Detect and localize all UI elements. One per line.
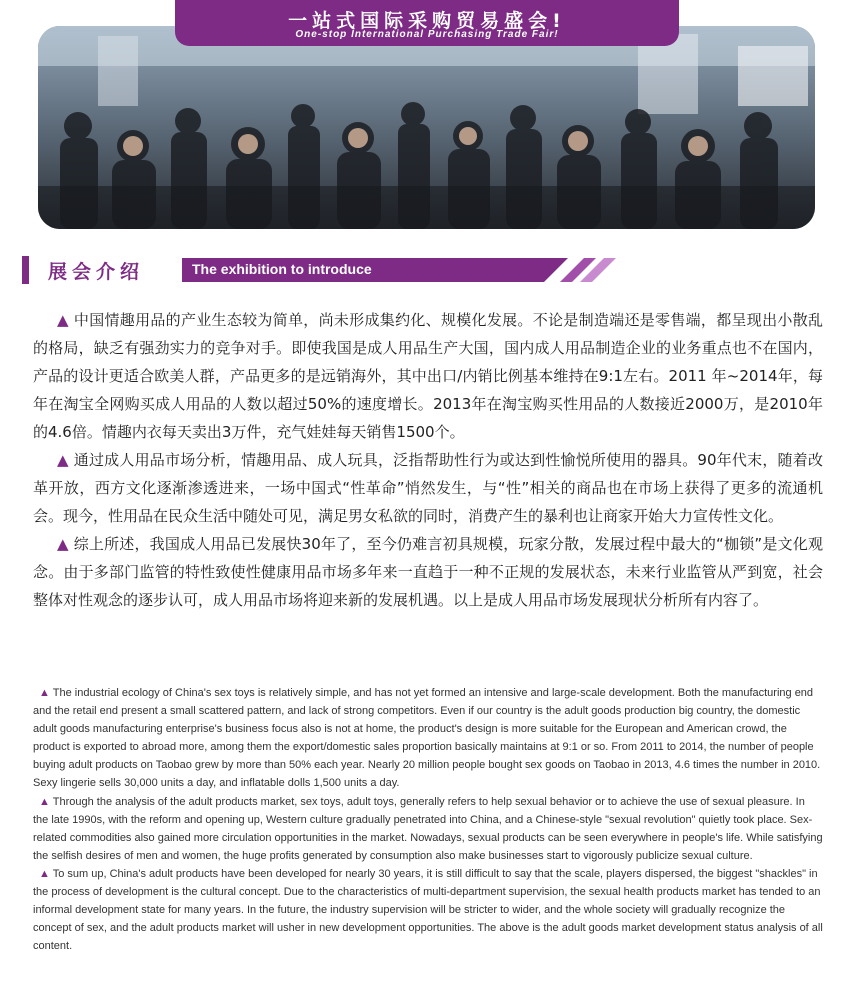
chinese-body — [33, 306, 823, 614]
en-paragraph — [33, 793, 823, 865]
section-header — [22, 254, 622, 286]
en-paragraph — [33, 865, 823, 955]
crowd-illustration — [38, 26, 815, 229]
section-title-cn: 展会介绍 — [48, 261, 145, 283]
cn-paragraph-text: 通过成人用品市场分析，情趣用品、成人玩具，泛指帮助性行为或达到性愉悦所使用的器具。90年代末，随着改革开放，西方文化逐渐渗透进来，一场中国式“性革命”悄然发生，与“性”相关的商品也在市场上获得了更多的流通机会。现今，性用品在民众生活中随处可见，满足男女私欲的同时，消费产生的暴利也让商家开始大力宣传性文化。 — [33, 451, 823, 525]
triangle-bullet-icon: ▲ — [57, 535, 69, 553]
en-paragraph — [33, 684, 823, 793]
triangle-bullet-icon: ▲ — [57, 311, 69, 329]
en-paragraph-text: Through the analysis of the adult products market, sex toys, adult toys, generally refers to help sexual behavior or to achieve the use of sexual pleasure. In the late 1990s, with the reform and opening up, Western culture gradually penetrated into China, and a Chinese-style "sexual revolution" quietly took place. Sex-related commodities also gained more circulation opportunities in the market. Nowadays, sexual products can be seen everywhere in people's life. While satisfying the selfish desires of men and women, the huge profits generated by consumption also make businesses start to vigorously publicize sexual culture. — [33, 795, 823, 862]
cn-paragraph — [33, 446, 823, 530]
banner-title-cn: 一站式国际采购贸易盛会! — [288, 10, 566, 32]
section-accent-bar — [22, 256, 29, 284]
cn-paragraph — [33, 306, 823, 446]
triangle-bullet-icon: ▲ — [39, 867, 50, 880]
en-paragraph-text: To sum up, China's adult products have been developed for nearly 30 years, it is still difficult to say that the scale, players dispersed, the biggest "shackles" in the process of development is the cultural concept. Due to the characteristics of multi-department supervision, the sexual health products market has tended to an informal development state for many years. In the future, the industry supervision will be stricter to wider, and the whole society will gradually recognize the concept of sex, and the adult products market will usher in new development opportunities. The above is the adult goods market development status analysis of all content. — [33, 867, 823, 953]
banner-title-en: One-stop International Purchasing Trade Fair! — [295, 29, 559, 40]
top-banner — [175, 0, 679, 46]
triangle-bullet-icon: ▲ — [39, 687, 50, 699]
triangle-bullet-icon: ▲ — [57, 451, 69, 469]
triangle-bullet-icon: ▲ — [39, 795, 50, 808]
cn-paragraph-text: 中国情趣用品的产业生态较为简单，尚未形成集约化、规模化发展。不论是制造端还是零售端，都呈现出小散乱的格局，缺乏有强劲实力的竞争对手。即使我国是成人用品生产大国，国内成人用品制造企业的业务重点也不在国内，产品的设计更适合欧美人群，产品更多的是远销海外，其中出口/内销比例基本维持在9:1左右。2011 年~2014年，每年在淘宝全网购买成人用品的人数以超过50%的速度增长。2013年在淘宝购买性用品的人数接近2000万，是2010年的4.6倍。情趣内衣每天卖出3万件，充气娃娃每天销售1500个。 — [33, 311, 823, 441]
english-body — [33, 684, 823, 955]
en-paragraph-text: The industrial ecology of China's sex toys is relatively simple, and has not yet formed an intensive and large-scale development. Both the manufacturing end and the retail end present a small scattered pattern, and lack of strong competitors. Even if our country is the adult goods production big country, the domestic adult goods manufacturing enterprise's business focus also is not at home, the product's design is more suitable for the European and American crowd, the product is exported to abroad more, among them the export/domestic sales proportion basically maintains at 9:1 or so. From 2011 to 2014, the number of people buying adult products on Taobao grew by more than 50% each year. Nearly 20 million people bought sex goods on Taobao in 2013, 4.6 times the number in 2010. Sexy lingerie sells 30,000 units a day, and inflatable dolls 1,500 units a day. — [33, 687, 821, 790]
trade-fair-crowd-photo — [38, 26, 815, 229]
section-title-en: The exhibition to introduce — [192, 261, 372, 277]
cn-paragraph — [33, 530, 823, 614]
cn-paragraph-text: 综上所述，我国成人用品已发展快30年了，至今仍难言初具规模，玩家分散，发展过程中最大的“枷锁”是文化观念。由于多部门监管的特性致使性健康用品市场多年来一直趋于一种不正规的发展状态，未来行业监管从严到宽，社会整体对性观念的逐步认可，成人用品市场将迎来新的发展机遇。以上是成人用品市场发展现状分析所有内容了。 — [33, 535, 823, 609]
